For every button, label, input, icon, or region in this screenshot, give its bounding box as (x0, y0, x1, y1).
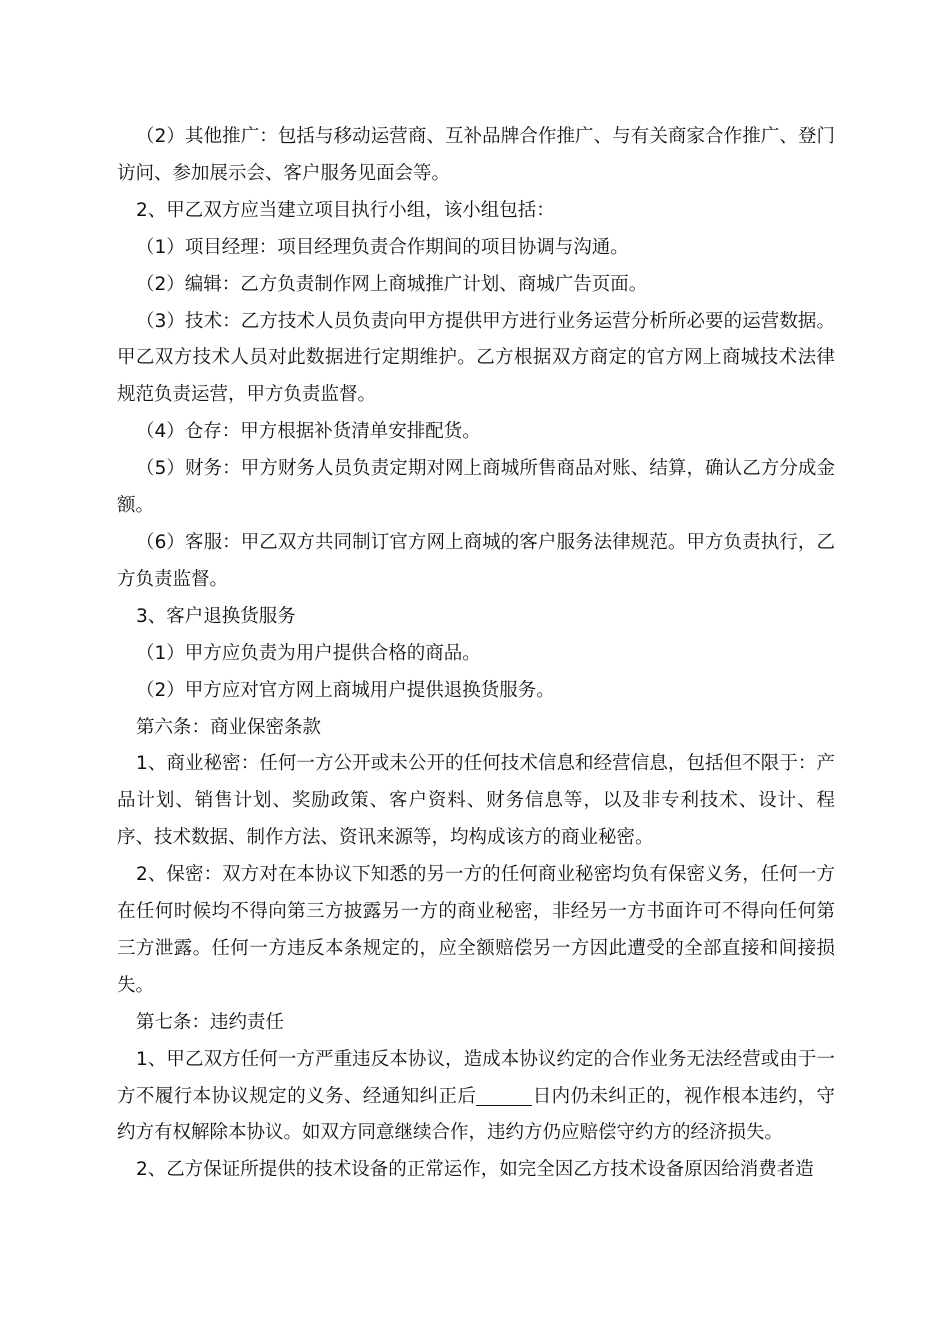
days-blank-field (476, 1086, 532, 1106)
paragraph-finance: （5）财务：甲方财务人员负责定期对网上商城所售商品对账、结算，确认乙方分成金额。 (117, 458, 835, 517)
paragraph-technology: （3）技术：乙方技术人员负责向甲方提供甲方进行业务运营分析所必要的运营数据。甲乙双方技术人员对此数据进行定期维护。乙方根据双方商定的官方网上商城技术法律规范负责运营，甲方负责监督。 (117, 310, 835, 406)
paragraph-trade-secret: 1、商业秘密：任何一方公开或未公开的任何技术信息和经营信息，包括但不限于：产品计划、销售计划、奖励政策、客户资料、财务信息等，以及非专利技术、设计、程序、技术数据、制作方法、资讯来源等，均构成该方的商业秘密。 (117, 753, 835, 849)
document-body (117, 119, 835, 1189)
paragraph-breach-2: 2、乙方保证所提供的技术设备的正常运作，如完全因乙方技术设备原因给消费者造 (136, 1159, 814, 1181)
paragraph-breach-1 (117, 1042, 835, 1153)
paragraph-other-promotion: （2）其他推广：包括与移动运营商、互补品牌合作推广、与有关商家合作推广、登门访问、参加展示会、客户服务见面会等。 (117, 126, 835, 184)
paragraph-project-manager: （1）项目经理：项目经理负责合作期间的项目协调与沟通。 (136, 236, 629, 258)
breach-1-text-after: 日内仍未纠正的，视作根本违约，守约方有权解除本协议。如双方同意继续合作，违约方仍应赔偿守约方的经济损失。 (117, 1085, 835, 1144)
paragraph-project-team: 2、甲乙双方应当建立项目执行小组，该小组包括： (136, 199, 555, 221)
paragraph-warehouse: （4）仓存：甲方根据补货清单安排配货。 (136, 421, 481, 443)
article-7-heading: 第七条：违约责任 (136, 1011, 285, 1033)
paragraph-returns-service: （2）甲方应对官方网上商城用户提供退换货服务。 (136, 679, 555, 701)
paragraph-returns-heading: 3、客户退换货服务 (136, 605, 296, 627)
paragraph-customer-service: （6）客服：甲乙双方共同制订官方网上商城的客户服务法律规范。甲方负责执行，乙方负责监督。 (117, 531, 835, 590)
paragraph-qualified-goods: （1）甲方应负责为用户提供合格的商品。 (136, 642, 481, 664)
article-6-heading: 第六条：商业保密条款 (136, 716, 322, 738)
paragraph-editor: （2）编辑：乙方负责制作网上商城推广计划、商城广告页面。 (136, 273, 648, 295)
breach-1-text-before: 1、甲乙双方任何一方严重违反本协议，造成本协议约定的合作业务无法经营或由于一方不履行本协议规定的义务、经通知纠正后 (117, 1048, 835, 1107)
paragraph-confidentiality: 2、保密：双方对在本协议下知悉的另一方的任何商业秘密均负有保密义务，任何一方在任何时候均不得向第三方披露另一方的商业秘密，非经另一方书面许可不得向任何第三方泄露。任何一方违反本条规定的，应全额赔偿另一方因此遭受的全部直接和间接损失。 (117, 864, 835, 996)
